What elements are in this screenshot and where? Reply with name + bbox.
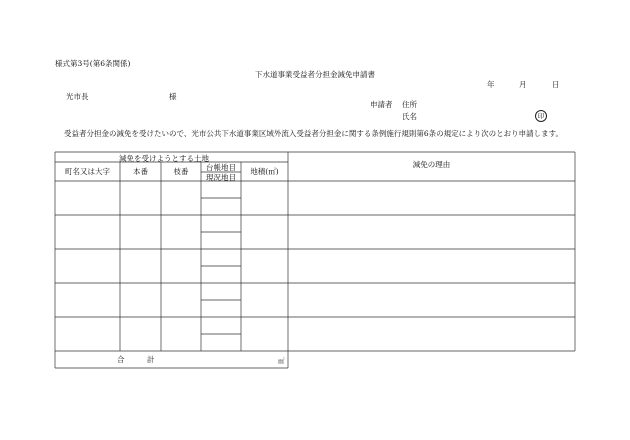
form-label: 様式第3号(第6条関係) [55,59,131,68]
date-day: 日 [552,80,560,89]
col-main-number: 本番 [133,167,148,176]
addressee-honorific: 様 [169,92,177,101]
name-label: 氏名 [402,112,417,121]
col-area: 地積(㎡) [250,167,279,176]
date-month: 月 [519,80,527,89]
application-statement-text: 受益者分担金の減免を受けたいので、光市公共下水道事業区域外流入受益者分担金に関する条例施行規則第6条の規定により次のとおり申請します。 [64,129,564,138]
addressee-name: 光市長 [66,92,89,101]
col-town: 町名又は大字 [65,167,110,176]
col-reason: 減免の理由 [412,160,451,169]
date-year: 年 [487,80,495,89]
applicant-label: 申請者 [370,100,393,109]
form-title: 下水道事業受益者分担金減免申請書 [255,70,375,79]
col-ledger-category: 台帳地目 [206,163,236,172]
seal-mark: 印 [535,110,547,122]
land-group-header: 減免を受けようとする土地 [119,154,209,163]
col-branch-number: 枝番 [173,167,189,176]
address-label: 住所 [402,100,417,109]
application-statement [55,128,590,140]
total-unit: ㎡ [278,357,285,365]
col-current-category: 現況地目 [206,172,236,182]
total-label: 合 計 [117,355,155,364]
